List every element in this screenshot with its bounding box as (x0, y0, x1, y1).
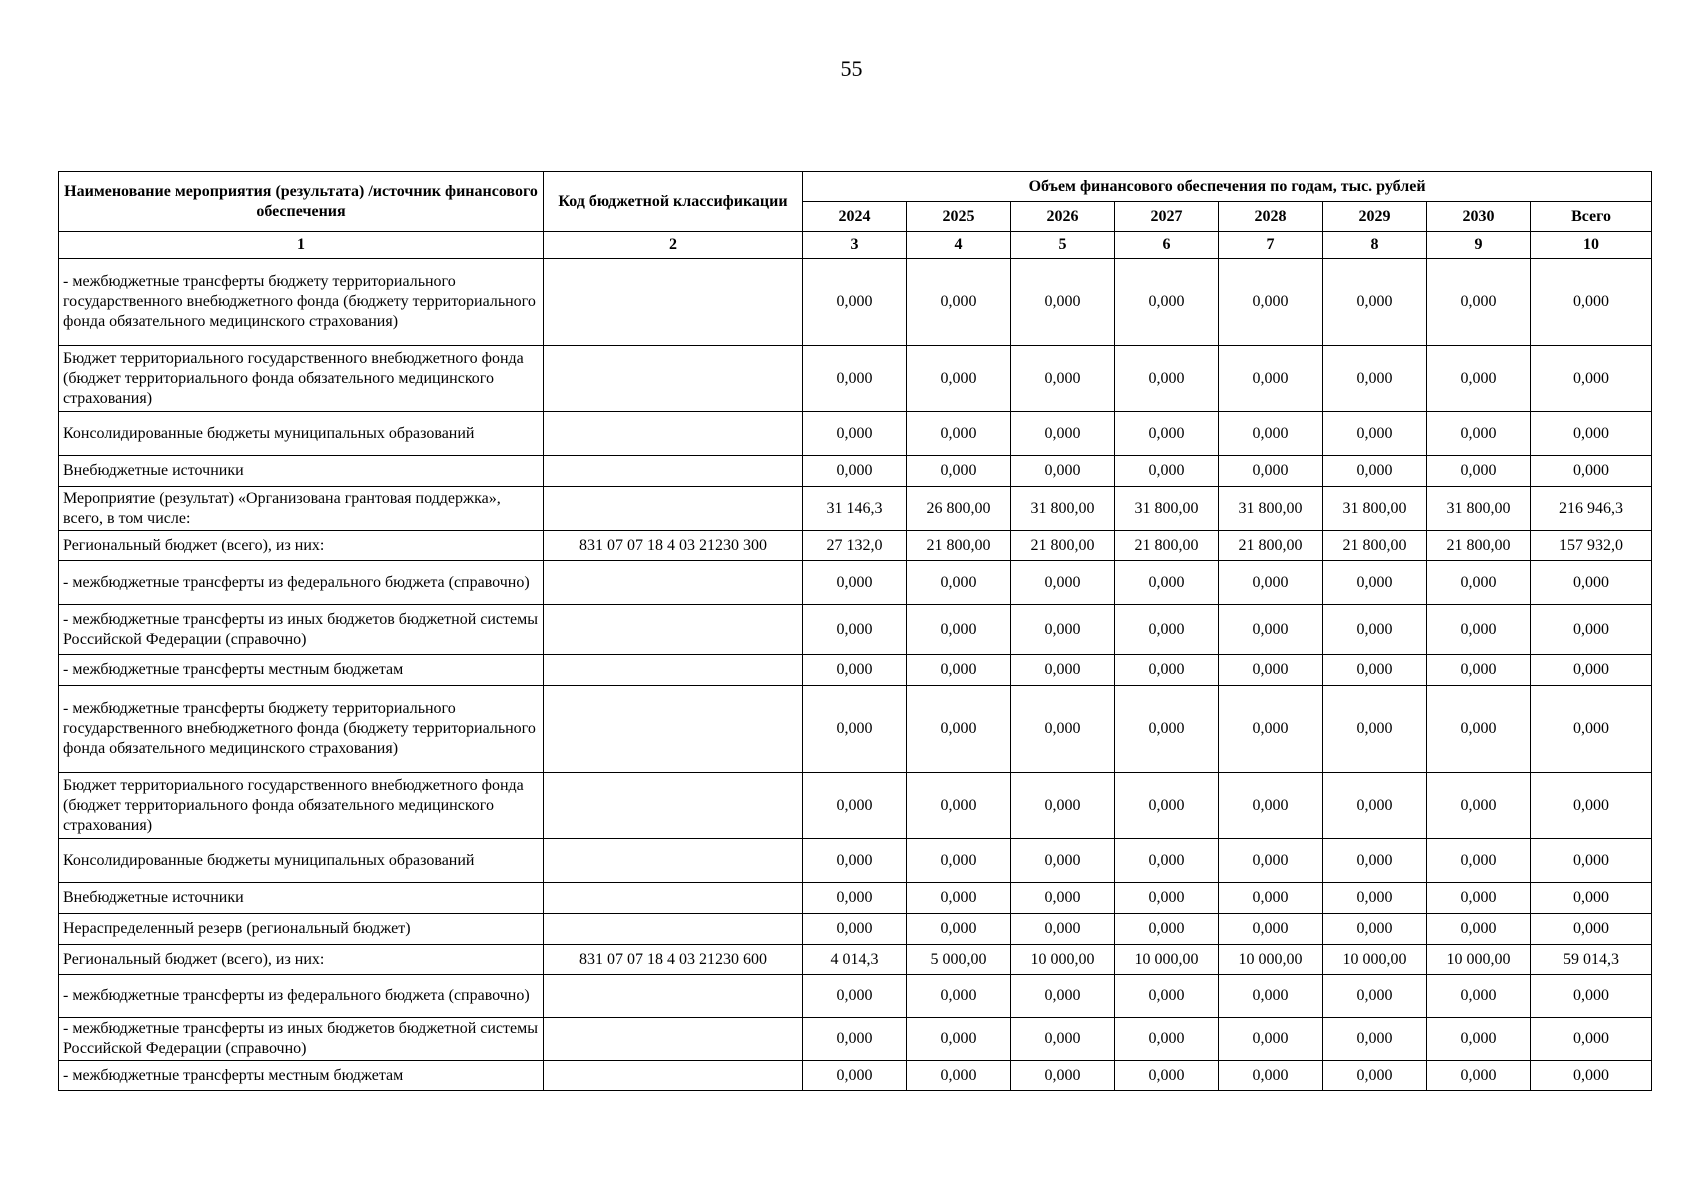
row-year-value: 0,000 (803, 1018, 907, 1061)
row-year-value: 21 800,00 (907, 531, 1011, 561)
header-year: 2027 (1115, 202, 1219, 232)
row-year-value: 0,000 (1219, 914, 1323, 945)
row-year-value: 0,000 (1323, 412, 1427, 456)
row-year-value: 0,000 (1115, 1018, 1219, 1061)
row-year-value: 0,000 (803, 605, 907, 655)
row-year-value: 0,000 (803, 914, 907, 945)
page-number: 55 (840, 56, 863, 81)
row-year-value: 0,000 (907, 773, 1011, 839)
row-year-value: 31 800,00 (1427, 487, 1531, 531)
column-index: 8 (1323, 232, 1427, 259)
row-total-value: 0,000 (1531, 914, 1652, 945)
row-year-value: 0,000 (1323, 259, 1427, 346)
row-year-value: 0,000 (1011, 605, 1115, 655)
column-index: 1 (59, 232, 544, 259)
row-year-value: 0,000 (1011, 655, 1115, 686)
table-row (59, 914, 1652, 945)
row-name: - межбюджетные трансферты из федерального бюджета (справочно) (59, 561, 544, 605)
row-year-value: 0,000 (907, 655, 1011, 686)
row-year-value: 0,000 (803, 561, 907, 605)
row-year-value: 0,000 (1115, 456, 1219, 487)
column-index: 7 (1219, 232, 1323, 259)
row-year-value: 0,000 (1115, 346, 1219, 412)
row-year-value: 0,000 (1427, 839, 1531, 883)
row-name: Бюджет территориального государственного внебюджетного фонда (бюджет территориального фонда обязательного медицинского страхования) (59, 346, 544, 412)
row-year-value: 10 000,00 (1323, 945, 1427, 975)
row-name: Внебюджетные источники (59, 456, 544, 487)
row-total-value: 0,000 (1531, 259, 1652, 346)
column-index: 9 (1427, 232, 1531, 259)
row-year-value: 0,000 (803, 1061, 907, 1091)
header-code: Код бюджетной классификации (544, 172, 803, 232)
row-name: - межбюджетные трансферты местным бюджетам (59, 655, 544, 686)
row-year-value: 0,000 (907, 1061, 1011, 1091)
table-row (59, 561, 1652, 605)
table-row (59, 655, 1652, 686)
row-year-value: 0,000 (1219, 456, 1323, 487)
row-year-value: 0,000 (1427, 773, 1531, 839)
row-year-value: 0,000 (1115, 605, 1219, 655)
row-budget-code (544, 655, 803, 686)
row-year-value: 0,000 (907, 1018, 1011, 1061)
table-row (59, 412, 1652, 456)
row-year-value: 21 800,00 (1011, 531, 1115, 561)
row-year-value: 0,000 (907, 975, 1011, 1018)
row-name: Бюджет территориального государственного внебюджетного фонда (бюджет территориального фонда обязательного медицинского страхования) (59, 773, 544, 839)
row-budget-code (544, 605, 803, 655)
table-row (59, 487, 1652, 531)
row-year-value: 0,000 (1115, 686, 1219, 773)
financing-table (58, 171, 1652, 1091)
row-year-value: 0,000 (1427, 883, 1531, 914)
row-year-value: 0,000 (1323, 839, 1427, 883)
row-year-value: 0,000 (1427, 412, 1531, 456)
row-year-value: 0,000 (1323, 1018, 1427, 1061)
row-year-value: 0,000 (907, 561, 1011, 605)
row-name: - межбюджетные трансферты бюджету территориального государственного внебюджетного фонда (бюджету территориального фонда обязательного медицинского страхования) (59, 686, 544, 773)
row-year-value: 0,000 (1219, 773, 1323, 839)
header-total: Всего (1531, 202, 1652, 232)
row-total-value: 0,000 (1531, 346, 1652, 412)
table-row (59, 1061, 1652, 1091)
table-row (59, 686, 1652, 773)
row-year-value: 21 800,00 (1219, 531, 1323, 561)
row-total-value: 59 014,3 (1531, 945, 1652, 975)
row-year-value: 0,000 (907, 605, 1011, 655)
row-budget-code (544, 686, 803, 773)
row-year-value: 0,000 (1011, 1061, 1115, 1091)
table-row (59, 531, 1652, 561)
row-total-value: 0,000 (1531, 561, 1652, 605)
row-name: - межбюджетные трансферты из иных бюджетов бюджетной системы Российской Федерации (справочно) (59, 605, 544, 655)
row-year-value: 0,000 (1323, 686, 1427, 773)
column-index: 6 (1115, 232, 1219, 259)
row-year-value: 0,000 (1427, 686, 1531, 773)
header-year: 2026 (1011, 202, 1115, 232)
row-year-value: 0,000 (1427, 561, 1531, 605)
row-budget-code (544, 883, 803, 914)
row-year-value: 27 132,0 (803, 531, 907, 561)
row-year-value: 0,000 (1219, 561, 1323, 605)
row-year-value: 0,000 (1011, 975, 1115, 1018)
column-index: 10 (1531, 232, 1652, 259)
row-name: Консолидированные бюджеты муниципальных образований (59, 839, 544, 883)
row-budget-code (544, 914, 803, 945)
table-row (59, 975, 1652, 1018)
row-year-value: 0,000 (803, 883, 907, 914)
row-year-value: 0,000 (1219, 883, 1323, 914)
row-year-value: 0,000 (803, 773, 907, 839)
row-year-value: 0,000 (1011, 561, 1115, 605)
row-year-value: 0,000 (1219, 259, 1323, 346)
row-year-value: 0,000 (1219, 605, 1323, 655)
row-year-value: 21 800,00 (1115, 531, 1219, 561)
row-budget-code (544, 839, 803, 883)
row-year-value: 0,000 (1323, 561, 1427, 605)
row-name: Мероприятие (результат) «Организована грантовая поддержка», всего, в том числе: (59, 487, 544, 531)
row-year-value: 0,000 (1323, 914, 1427, 945)
row-name: Внебюджетные источники (59, 883, 544, 914)
row-year-value: 0,000 (1219, 412, 1323, 456)
row-year-value: 0,000 (1427, 456, 1531, 487)
row-year-value: 0,000 (1011, 346, 1115, 412)
row-year-value: 0,000 (1115, 412, 1219, 456)
row-year-value: 31 800,00 (1219, 487, 1323, 531)
table-row (59, 883, 1652, 914)
row-budget-code (544, 487, 803, 531)
header-year: 2030 (1427, 202, 1531, 232)
row-year-value: 0,000 (1323, 655, 1427, 686)
row-year-value: 0,000 (803, 655, 907, 686)
row-year-value: 0,000 (1115, 773, 1219, 839)
row-year-value: 0,000 (1427, 259, 1531, 346)
row-name: - межбюджетные трансферты из федерального бюджета (справочно) (59, 975, 544, 1018)
row-year-value: 0,000 (1115, 259, 1219, 346)
row-budget-code (544, 773, 803, 839)
row-budget-code (544, 456, 803, 487)
row-year-value: 0,000 (1115, 561, 1219, 605)
row-year-value: 0,000 (1011, 883, 1115, 914)
row-year-value: 0,000 (907, 456, 1011, 487)
header-name: Наименование мероприятия (результата) /источник финансового обеспечения (59, 172, 544, 232)
row-budget-code (544, 412, 803, 456)
table-row (59, 945, 1652, 975)
row-year-value: 0,000 (1427, 914, 1531, 945)
header-year: 2029 (1323, 202, 1427, 232)
row-year-value: 0,000 (1427, 1061, 1531, 1091)
row-year-value: 0,000 (907, 686, 1011, 773)
row-total-value: 0,000 (1531, 839, 1652, 883)
row-year-value: 0,000 (803, 456, 907, 487)
row-year-value: 0,000 (803, 839, 907, 883)
row-year-value: 0,000 (1219, 655, 1323, 686)
row-total-value: 0,000 (1531, 975, 1652, 1018)
table-row (59, 839, 1652, 883)
row-year-value: 0,000 (1011, 259, 1115, 346)
row-year-value: 0,000 (1323, 773, 1427, 839)
row-year-value: 10 000,00 (1427, 945, 1531, 975)
row-budget-code (544, 259, 803, 346)
row-year-value: 0,000 (1219, 1018, 1323, 1061)
column-index-row (59, 232, 1652, 259)
row-year-value: 0,000 (803, 259, 907, 346)
row-year-value: 0,000 (1011, 839, 1115, 883)
row-total-value: 0,000 (1531, 1061, 1652, 1091)
row-year-value: 0,000 (1011, 412, 1115, 456)
row-year-value: 0,000 (803, 975, 907, 1018)
row-year-value: 0,000 (1115, 1061, 1219, 1091)
row-budget-code: 831 07 07 18 4 03 21230 300 (544, 531, 803, 561)
row-total-value: 0,000 (1531, 655, 1652, 686)
row-year-value: 0,000 (1115, 914, 1219, 945)
row-budget-code: 831 07 07 18 4 03 21230 600 (544, 945, 803, 975)
row-year-value: 0,000 (1011, 773, 1115, 839)
row-year-value: 0,000 (907, 346, 1011, 412)
header-year: 2025 (907, 202, 1011, 232)
row-year-value: 0,000 (1219, 686, 1323, 773)
row-year-value: 0,000 (907, 839, 1011, 883)
header-year: 2024 (803, 202, 907, 232)
row-total-value: 0,000 (1531, 412, 1652, 456)
row-budget-code (544, 975, 803, 1018)
row-year-value: 0,000 (803, 412, 907, 456)
row-year-value: 31 800,00 (1115, 487, 1219, 531)
row-total-value: 0,000 (1531, 773, 1652, 839)
row-year-value: 0,000 (1323, 883, 1427, 914)
table-row (59, 346, 1652, 412)
row-year-value: 31 146,3 (803, 487, 907, 531)
row-year-value: 21 800,00 (1323, 531, 1427, 561)
row-year-value: 5 000,00 (907, 945, 1011, 975)
column-index: 3 (803, 232, 907, 259)
row-name: Нераспределенный резерв (региональный бюджет) (59, 914, 544, 945)
row-year-value: 4 014,3 (803, 945, 907, 975)
row-budget-code (544, 1018, 803, 1061)
row-total-value: 216 946,3 (1531, 487, 1652, 531)
row-year-value: 0,000 (1011, 914, 1115, 945)
table-row (59, 456, 1652, 487)
row-budget-code (544, 1061, 803, 1091)
row-name: - межбюджетные трансферты местным бюджетам (59, 1061, 544, 1091)
row-total-value: 0,000 (1531, 686, 1652, 773)
row-year-value: 0,000 (803, 346, 907, 412)
row-total-value: 157 932,0 (1531, 531, 1652, 561)
row-year-value: 0,000 (907, 914, 1011, 945)
header-volume: Объем финансового обеспечения по годам, тыс. рублей (803, 172, 1652, 202)
row-year-value: 0,000 (1323, 346, 1427, 412)
row-year-value: 0,000 (803, 686, 907, 773)
row-year-value: 10 000,00 (1219, 945, 1323, 975)
row-year-value: 0,000 (1011, 686, 1115, 773)
row-year-value: 0,000 (1115, 655, 1219, 686)
row-year-value: 31 800,00 (1323, 487, 1427, 531)
row-year-value: 0,000 (1427, 655, 1531, 686)
row-budget-code (544, 346, 803, 412)
row-year-value: 0,000 (1115, 839, 1219, 883)
row-total-value: 0,000 (1531, 456, 1652, 487)
row-year-value: 0,000 (1323, 975, 1427, 1018)
row-name: - межбюджетные трансферты из иных бюджетов бюджетной системы Российской Федерации (справочно) (59, 1018, 544, 1061)
row-year-value: 0,000 (1011, 456, 1115, 487)
row-year-value: 0,000 (1323, 1061, 1427, 1091)
row-total-value: 0,000 (1531, 605, 1652, 655)
table-body (59, 259, 1652, 1091)
table-row (59, 259, 1652, 346)
row-year-value: 31 800,00 (1011, 487, 1115, 531)
row-year-value: 0,000 (1427, 605, 1531, 655)
column-index: 2 (544, 232, 803, 259)
table-header (59, 172, 1652, 259)
row-year-value: 0,000 (1427, 346, 1531, 412)
table-row (59, 1018, 1652, 1061)
row-total-value: 0,000 (1531, 1018, 1652, 1061)
header-year: 2028 (1219, 202, 1323, 232)
row-year-value: 26 800,00 (907, 487, 1011, 531)
row-year-value: 0,000 (1219, 1061, 1323, 1091)
column-index: 4 (907, 232, 1011, 259)
row-name: - межбюджетные трансферты бюджету территориального государственного внебюджетного фонда (бюджету территориального фонда обязательного медицинского страхования) (59, 259, 544, 346)
row-total-value: 0,000 (1531, 883, 1652, 914)
row-year-value: 0,000 (1219, 975, 1323, 1018)
row-year-value: 0,000 (1011, 1018, 1115, 1061)
row-year-value: 0,000 (1115, 975, 1219, 1018)
row-year-value: 10 000,00 (1115, 945, 1219, 975)
row-name: Региональный бюджет (всего), из них: (59, 531, 544, 561)
table-row (59, 605, 1652, 655)
row-year-value: 0,000 (1219, 346, 1323, 412)
row-name: Региональный бюджет (всего), из них: (59, 945, 544, 975)
row-name: Консолидированные бюджеты муниципальных образований (59, 412, 544, 456)
row-year-value: 0,000 (1323, 456, 1427, 487)
row-year-value: 0,000 (907, 412, 1011, 456)
row-year-value: 0,000 (1115, 883, 1219, 914)
row-budget-code (544, 561, 803, 605)
row-year-value: 0,000 (907, 259, 1011, 346)
row-year-value: 10 000,00 (1011, 945, 1115, 975)
row-year-value: 0,000 (907, 883, 1011, 914)
row-year-value: 0,000 (1427, 975, 1531, 1018)
row-year-value: 0,000 (1427, 1018, 1531, 1061)
row-year-value: 0,000 (1323, 605, 1427, 655)
row-year-value: 21 800,00 (1427, 531, 1531, 561)
row-year-value: 0,000 (1219, 839, 1323, 883)
column-index: 5 (1011, 232, 1115, 259)
table-row (59, 773, 1652, 839)
